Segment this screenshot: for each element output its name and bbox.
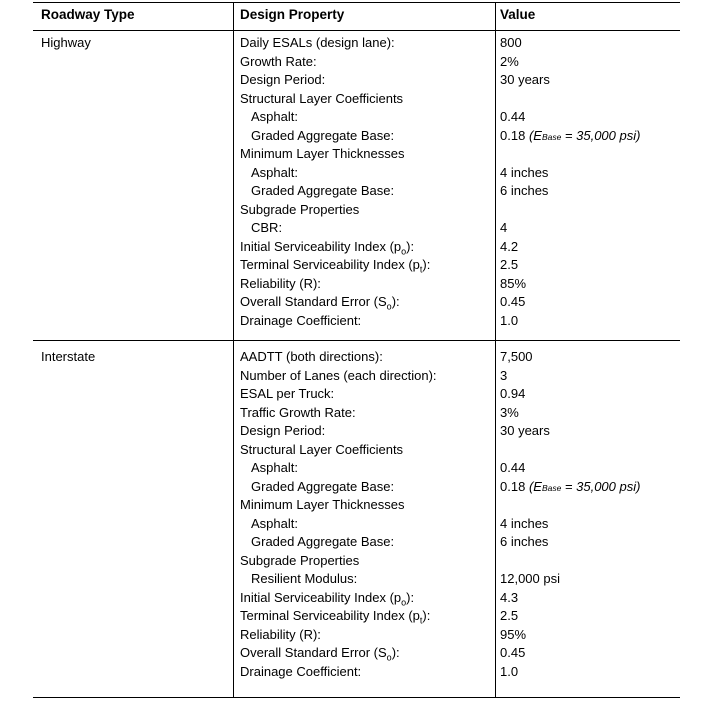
- property-value: [500, 441, 675, 460]
- property-value: 12,000 psi: [500, 571, 560, 586]
- property-label: Subgrade Properties: [240, 552, 360, 568]
- property-label: Minimum Layer Thicknesses: [240, 146, 405, 161]
- interstate-values: [500, 348, 675, 681]
- property-label: Daily ESALs (design lane):: [240, 35, 395, 50]
- property-value: 0.44: [500, 460, 526, 475]
- property-label: Design Period:: [240, 423, 326, 438]
- property-label: Asphalt:: [251, 515, 298, 531]
- property-value: 6 inches: [500, 534, 549, 549]
- property-value: 4.3: [500, 589, 519, 605]
- header-design-property: Design Property: [240, 7, 345, 22]
- property-label: CBR:: [251, 220, 283, 235]
- header-bottom-rule: [33, 30, 680, 31]
- roadway-type-highway: Highway: [41, 35, 91, 50]
- property-value: 4 inches: [500, 515, 549, 531]
- property-label: Drainage Coefficient:: [240, 312, 362, 328]
- highway-values: [500, 34, 675, 330]
- property-label: Overall Standard Error $(S_o)$:: [240, 294, 400, 312]
- property-label: Initial Serviceability Index $(p_o)$:: [240, 589, 415, 608]
- column-divider-1: [233, 2, 234, 697]
- property-value: 0.94: [500, 386, 526, 401]
- property-label: AADTT (both directions):: [240, 349, 383, 364]
- column-divider-2: [495, 2, 496, 697]
- property-label: ESAL per Truck:: [240, 386, 335, 401]
- property-label: Terminal Serviceability Index $(p_t)$:: [240, 608, 431, 626]
- property-value: 1.0: [500, 663, 519, 679]
- property-value: [500, 90, 675, 109]
- property-value: 3%: [500, 404, 519, 420]
- property-value: 4 inches: [500, 164, 549, 180]
- property-label: Asphalt:: [251, 109, 298, 124]
- property-label: Growth Rate:: [240, 53, 317, 69]
- property-value: 7,500: [500, 349, 533, 364]
- property-value: 4: [500, 220, 508, 235]
- property-value: 2%: [500, 53, 519, 69]
- header-roadway-type: Roadway Type: [41, 7, 135, 22]
- property-value: [500, 496, 675, 515]
- ebase-note: (EBase = 35,000 psi): [528, 478, 641, 494]
- property-value: 0.45: [500, 294, 526, 309]
- property-label: Graded Aggregate Base:: [251, 183, 395, 198]
- property-label: Graded Aggregate Base:: [251, 534, 395, 549]
- property-label: Asphalt:: [251, 460, 298, 475]
- property-label: Overall Standard Error $(S_o)$:: [240, 645, 400, 663]
- property-value: 1.0: [500, 312, 519, 328]
- property-label: Reliability (R):: [240, 626, 321, 642]
- property-value: 3: [500, 367, 508, 383]
- property-value: 0.45: [500, 645, 526, 660]
- property-value: [500, 145, 675, 164]
- property-value: [500, 201, 675, 220]
- property-label: Minimum Layer Thicknesses: [240, 497, 405, 512]
- property-value: 0.18 (EBase = 35,000 psi): [500, 478, 641, 494]
- property-value: [500, 552, 675, 571]
- highway-properties: [240, 34, 495, 330]
- table-top-rule: [33, 2, 680, 3]
- property-label: Initial Serviceability Index $(p_o)$:: [240, 238, 415, 257]
- property-value: 0.18 (EBase = 35,000 psi): [500, 127, 641, 143]
- property-value: 0.44: [500, 109, 526, 124]
- property-label: Number of Lanes (each direction):: [240, 367, 437, 383]
- property-label: Asphalt:: [251, 164, 298, 180]
- property-label: Design Period:: [240, 72, 326, 87]
- property-label: Structural Layer Coefficients: [240, 90, 404, 106]
- property-label: Graded Aggregate Base:: [251, 478, 395, 494]
- interstate-properties: [240, 348, 495, 681]
- table-bottom-rule: [33, 697, 680, 698]
- property-value: 800: [500, 35, 522, 50]
- property-value: 85%: [500, 275, 527, 291]
- section-divider-rule: [33, 340, 680, 341]
- property-label: Subgrade Properties: [240, 201, 360, 217]
- property-label: Drainage Coefficient:: [240, 663, 362, 679]
- property-label: Traffic Growth Rate:: [240, 404, 356, 420]
- property-label: Resilient Modulus:: [251, 571, 358, 586]
- roadway-type-interstate: Interstate: [41, 349, 96, 364]
- property-value: 6 inches: [500, 183, 549, 198]
- property-label: Graded Aggregate Base:: [251, 127, 395, 143]
- property-label: Reliability (R):: [240, 275, 321, 291]
- property-value: 2.5: [500, 608, 519, 623]
- property-label: Terminal Serviceability Index $(p_t)$:: [240, 257, 431, 275]
- property-value: 30 years: [500, 423, 550, 438]
- ebase-note: (EBase = 35,000 psi): [528, 127, 641, 143]
- property-value: 2.5: [500, 257, 519, 272]
- header-value: Value: [500, 7, 536, 22]
- property-value: 95%: [500, 626, 527, 642]
- property-value: 30 years: [500, 72, 550, 87]
- property-value: 4.2: [500, 238, 519, 254]
- property-label: Structural Layer Coefficients: [240, 441, 404, 457]
